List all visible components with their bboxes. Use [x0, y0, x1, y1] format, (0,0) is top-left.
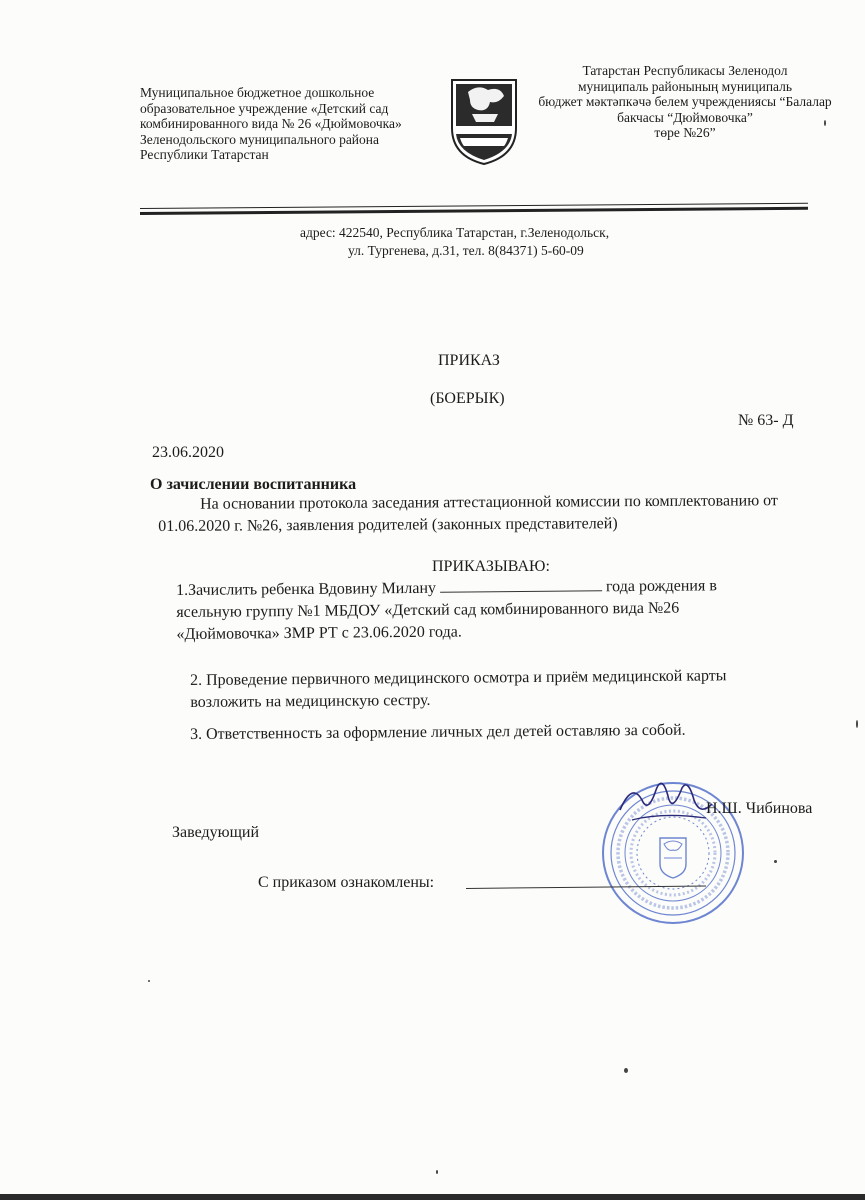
- coat-of-arms-icon: [448, 78, 520, 166]
- item3-line: 3. Ответственность за оформление личных дел детей оставляю за собой.: [190, 721, 686, 743]
- document-date: 23.06.2020: [152, 444, 224, 461]
- org-name-tatar: [530, 63, 840, 141]
- org-line: Муниципальное бюджетное дошкольное: [140, 85, 375, 100]
- scan-edge: [0, 1194, 865, 1200]
- address-line: адрес: 422540, Республика Татарстан, г.Зеленодольск,: [300, 225, 610, 240]
- address-block: [300, 224, 609, 260]
- acknowledged-label: С приказом ознакомлены:: [258, 874, 435, 891]
- org-line: Республики Татарстан: [140, 147, 269, 162]
- org-line: муниципаль районының муниципаль: [577, 78, 793, 94]
- address-line: ул. Тургенева, д.31, тел. 8(84371) 5-60-09: [348, 243, 584, 258]
- org-line: төре №26”: [654, 125, 716, 140]
- item2-line: возложить на медицинскую сестру.: [190, 691, 431, 711]
- item1-end: года рождения в: [605, 577, 717, 596]
- org-line: бакчасы “Дюймовочка”: [617, 109, 753, 125]
- org-line: комбинированного вида № 26 «Дюймовочка»: [140, 116, 402, 131]
- scan-speck: [774, 860, 777, 863]
- signer-position: Заведующий: [172, 824, 260, 841]
- scan-speck: [856, 720, 858, 728]
- order-item-3: [190, 720, 686, 746]
- preamble-line: На основании протокола заседания аттестационной комиссии по комплектованию от: [200, 492, 778, 513]
- item2-line: 2. Проведение первичного медицинского осмотра и приём медицинской карты: [190, 667, 727, 689]
- document-title: ПРИКАЗ: [438, 352, 500, 369]
- order-word: ПРИКАЗЫВАЮ:: [432, 558, 550, 575]
- item1-line: ясельную группу №1 МБДОУ «Детский сад комбинированного вида №26: [176, 599, 680, 621]
- document-subject: О зачислении воспитанника: [150, 476, 357, 493]
- scan-speck: [436, 1170, 438, 1174]
- scan-speck: [824, 120, 826, 126]
- birth-year-blank: [440, 576, 602, 592]
- org-line: образовательное учреждение «Детский сад: [140, 100, 389, 116]
- scan-speck: [148, 980, 150, 982]
- item1-start: 1.Зачислить ребенка Вдовину Милану: [176, 579, 437, 599]
- org-line: бюджет мәктәпкәчә белем учреждениясы “Балалар: [538, 94, 832, 109]
- document-number: № 63- Д: [738, 412, 794, 429]
- order-item-2: [190, 665, 727, 714]
- item1-line: «Дюймовочка» ЗМР РТ с 23.06.2020 года.: [176, 623, 462, 643]
- org-line: Зеленодольского муниципального района: [140, 131, 379, 147]
- scan-speck: [624, 1068, 628, 1073]
- org-name-russian: [140, 85, 402, 163]
- preamble: [158, 490, 778, 538]
- org-line: Татарстан Республикасы Зеленодол: [582, 63, 788, 78]
- preamble-line: 01.06.2020 г. №26, заявления родителей (законных представителей): [158, 515, 618, 535]
- order-item-1: [176, 575, 717, 646]
- document-title-tatar: (БОЕРЫК): [430, 390, 505, 407]
- signer-name: Н.Ш. Чибинова: [706, 800, 813, 817]
